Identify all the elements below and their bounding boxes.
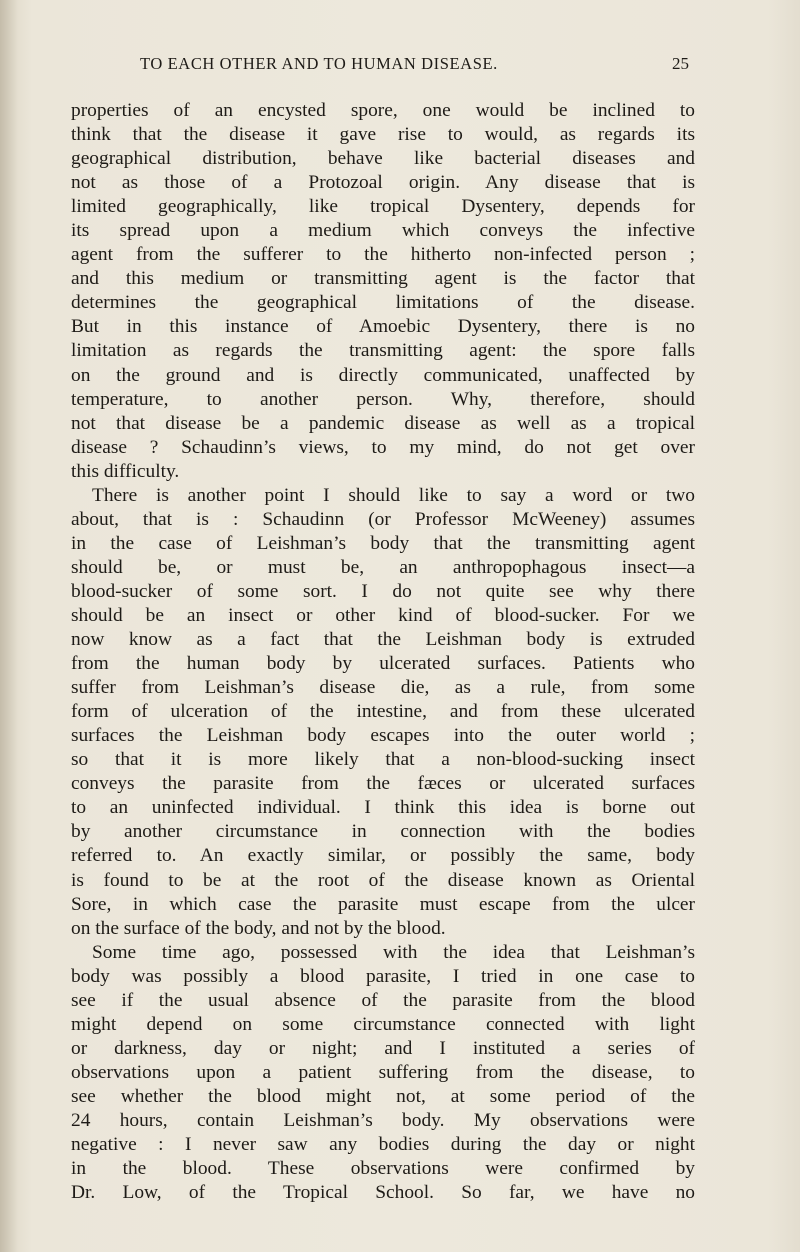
text-line: see whether the blood might not, at some period of the [71,1085,695,1107]
text-line: temperature, to another person. Why, therefore, should [71,388,695,410]
text-line: limited geographically, like tropical Dysentery, depends for [71,196,695,218]
page-binding-shadow [0,0,18,1252]
text-line: blood-sucker of some sort. I do not quite see why there [71,580,695,602]
text-line: body was possibly a blood parasite, I tried in one case to [71,965,695,987]
text-line: properties of an encysted spore, one would be inclined to [71,100,695,121]
text-line: think that the disease it gave rise to would, as regards its [71,124,695,146]
paragraph [71,484,695,941]
text-line: in the case of Leishman’s body that the transmitting agent [71,532,695,554]
running-head: TO EACH OTHER AND TO HUMAN DISEASE. [140,54,498,73]
text-line: this difficulty. [71,460,180,482]
text-line: should be an insect or other kind of blood-sucker. For we [71,604,695,626]
text-line: Some time ago, possessed with the idea that Leishman’s [92,941,695,963]
text-line: on the surface of the body, and not by the blood. [71,917,446,939]
text-line: determines the geographical limitations of the disease. [71,292,695,314]
text-line: negative : I never saw any bodies during the day or night [71,1134,695,1156]
text-line: There is another point I should like to say a word or two [92,484,695,506]
text-line: from the human body by ulcerated surfaces. Patients who [71,653,695,675]
text-line: see if the usual absence of the parasite from the blood [71,989,695,1011]
text-line: so that it is more likely that a non-blood-sucking insect [71,749,695,771]
text-line: to an uninfected individual. I think this idea is borne out [71,797,695,819]
text-line: geographical distribution, behave like bacterial diseases and [71,148,695,170]
text-line: its spread upon a medium which conveys the infective [71,220,695,242]
text-line: disease ? Schaudinn’s views, to my mind, do not get over [71,436,695,458]
paragraph [71,941,695,1206]
text-line: should be, or must be, an anthropophagous insect—a [71,556,695,578]
body-text [71,99,695,1205]
text-line: form of ulceration of the intestine, and from these ulcerated [71,701,695,723]
text-line: referred to. An exactly similar, or possibly the same, body [71,845,695,867]
text-line: or darkness, day or night; and I instituted a series of [71,1037,695,1059]
text-line: observations upon a patient suffering from the disease, to [71,1061,695,1083]
text-line: and this medium or transmitting agent is the factor that [71,268,695,290]
text-line: in the blood. These observations were confirmed by [71,1158,695,1180]
text-line: on the ground and is directly communicated, unaffected by [71,364,695,386]
text-line: about, that is : Schaudinn (or Professor McWeeney) assumes [71,508,695,530]
text-line: 24 hours, contain Leishman’s body. My observations were [71,1109,695,1131]
text-line: limitation as regards the transmitting agent: the spore falls [71,340,695,362]
text-line: might depend on some circumstance connected with light [71,1013,695,1035]
text-line: not as those of a Protozoal origin. Any disease that is [71,172,695,194]
text-line: conveys the parasite from the fæces or ulcerated surfaces [71,773,695,795]
text-line: by another circumstance in connection with the bodies [71,821,695,843]
text-line: not that disease be a pandemic disease as well as a tropical [71,412,695,434]
page-number: 25 [672,54,689,73]
text-line: now know as a fact that the Leishman body is extruded [71,629,695,651]
text-line: Sore, in which case the parasite must escape from the ulcer [71,893,695,915]
text-line: surfaces the Leishman body escapes into the outer world ; [71,725,695,747]
text-line: Dr. Low, of the Tropical School. So far, we have no [71,1182,695,1204]
paragraph [71,99,695,484]
text-line: agent from the sufferer to the hitherto non-infected person ; [71,244,695,266]
text-line: But in this instance of Amoebic Dysentery, there is no [71,316,695,338]
text-line: is found to be at the root of the disease known as Oriental [71,869,695,891]
text-line: suffer from Leishman’s disease die, as a rule, from some [71,677,695,699]
